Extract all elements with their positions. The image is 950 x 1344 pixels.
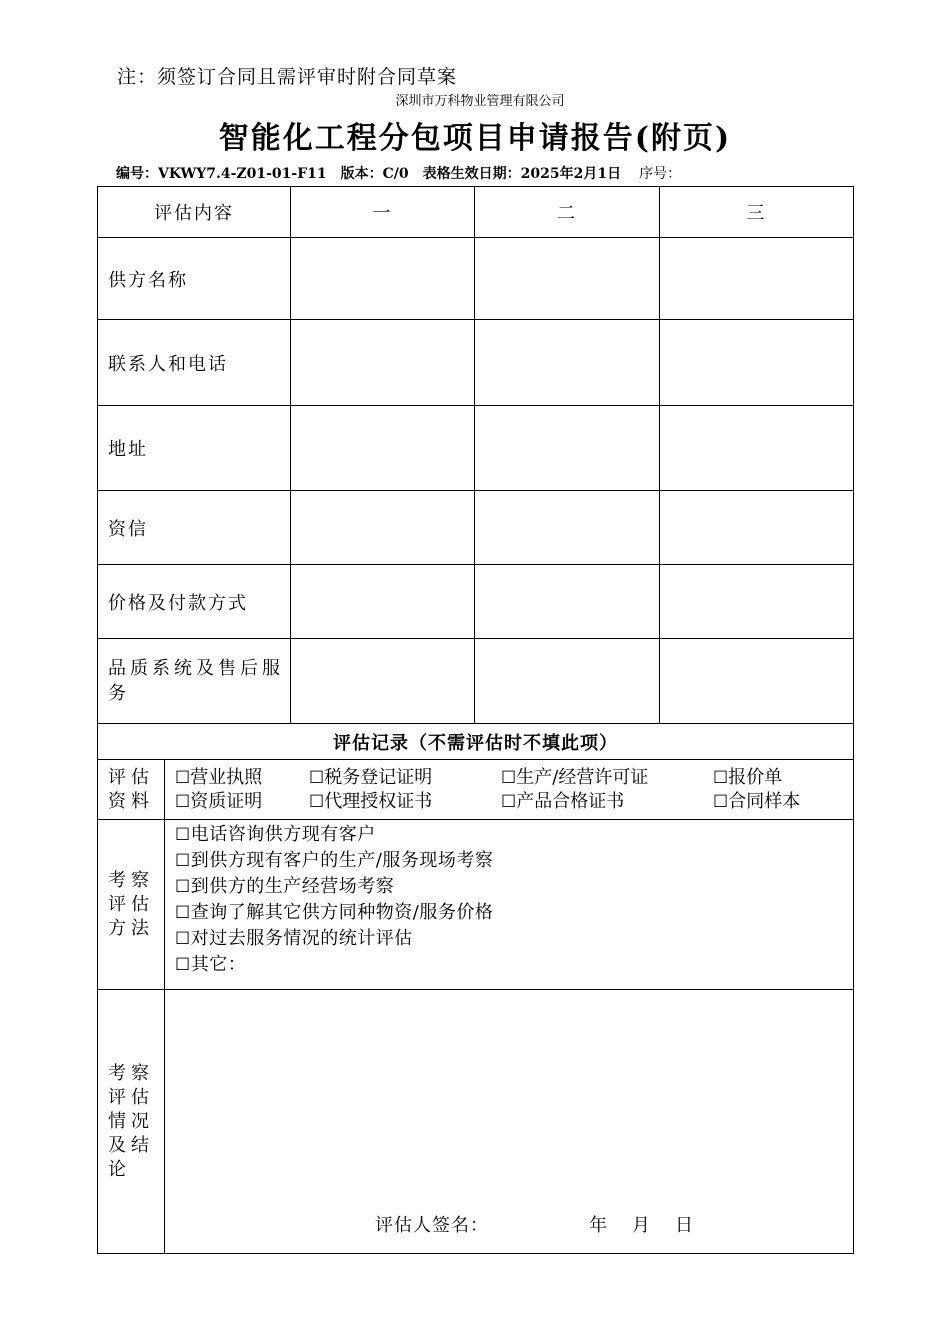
checkbox-icon[interactable]: ☐ <box>309 767 325 788</box>
input-cell[interactable] <box>291 491 475 565</box>
date-year-label: 年 <box>589 1215 608 1236</box>
version-value: C/0 <box>382 166 409 182</box>
checkbox-item[interactable] <box>309 766 501 790</box>
date-month-label: 月 <box>632 1215 651 1236</box>
input-cell[interactable] <box>475 639 660 724</box>
row-label: 资信 <box>98 491 291 565</box>
row-label: 联系人和电话 <box>98 320 291 406</box>
methods-row <box>98 820 854 990</box>
checkbox-icon[interactable]: ☐ <box>175 903 191 923</box>
input-cell[interactable] <box>660 406 854 491</box>
input-cell[interactable] <box>475 238 660 320</box>
note-text: 注：须签订合同且需评审时附合同草案 <box>117 66 458 88</box>
checkbox-label: 查询了解其它供方同种物资/服务价格 <box>190 902 494 923</box>
checkbox-label: 对过去服务情况的统计评估 <box>190 928 413 949</box>
input-cell[interactable] <box>291 565 475 639</box>
checkbox-label: 电话咨询供方现有客户 <box>190 824 376 845</box>
checkbox-icon[interactable]: ☐ <box>175 955 191 975</box>
materials-row <box>98 760 854 820</box>
record-title: 评估记录（不需评估时不填此项） <box>98 724 854 760</box>
table-row <box>98 491 854 565</box>
number-label: 编号： <box>116 166 158 182</box>
checkbox-item[interactable] <box>713 766 833 790</box>
checkbox-label: 合同样本 <box>728 790 801 812</box>
checkbox-label: 代理授权证书 <box>324 790 433 812</box>
input-cell[interactable] <box>475 406 660 491</box>
table-row <box>98 320 854 406</box>
checkbox-icon[interactable]: ☐ <box>501 791 517 812</box>
input-cell[interactable] <box>660 639 854 724</box>
checkbox-label: 资质证明 <box>190 790 263 812</box>
conclusion-label: 考察评估情况及结论 <box>98 990 165 1254</box>
effective-date-label: 表格生效日期： <box>422 166 521 182</box>
checkbox-item[interactable] <box>175 952 853 978</box>
input-cell[interactable] <box>660 565 854 639</box>
checkbox-item[interactable] <box>713 790 833 814</box>
input-cell[interactable] <box>660 320 854 406</box>
checkbox-item[interactable] <box>501 790 713 814</box>
input-cell[interactable] <box>660 491 854 565</box>
materials-label: 评估资料 <box>98 760 165 820</box>
input-cell[interactable] <box>475 491 660 565</box>
checkbox-item[interactable] <box>175 822 853 848</box>
table-row <box>98 565 854 639</box>
page-title: 智能化工程分包项目申请报告(附页) <box>218 121 732 156</box>
signature-line <box>375 1211 718 1237</box>
checkbox-icon[interactable]: ☐ <box>713 767 729 788</box>
form-meta-line <box>116 163 681 183</box>
methods-checklist <box>165 820 854 990</box>
checkbox-item[interactable] <box>175 790 309 814</box>
checkbox-label: 营业执照 <box>190 766 263 788</box>
input-cell[interactable] <box>475 565 660 639</box>
input-cell[interactable] <box>291 639 475 724</box>
checkbox-icon[interactable]: ☐ <box>175 877 191 897</box>
checkbox-item[interactable] <box>175 848 853 874</box>
row-label: 价格及付款方式 <box>98 565 291 639</box>
table-row <box>98 406 854 491</box>
version-label: 版本： <box>340 166 383 182</box>
conclusion-row <box>98 990 854 1254</box>
effective-date-value: 2025年2月1日 <box>520 166 622 182</box>
header-cell: 二 <box>475 187 660 238</box>
evaluation-table <box>97 186 854 1254</box>
checkbox-label: 生产/经营许可证 <box>516 766 649 788</box>
checkbox-label: 报价单 <box>728 766 783 788</box>
checkbox-label: 其它： <box>190 954 247 975</box>
checkbox-icon[interactable]: ☐ <box>175 791 191 812</box>
input-cell[interactable] <box>291 406 475 491</box>
input-cell[interactable] <box>291 238 475 320</box>
checkbox-icon[interactable]: ☐ <box>175 767 191 788</box>
company-name: 深圳市万科物业管理有限公司 <box>395 94 565 109</box>
checkbox-item[interactable] <box>175 900 853 926</box>
number-value: VKWY7.4-Z01-01-F11 <box>158 166 327 182</box>
checkbox-item[interactable] <box>175 874 853 900</box>
row-label: 品质系统及售后服务 <box>98 639 291 724</box>
checkbox-icon[interactable]: ☐ <box>309 791 325 812</box>
checkbox-item[interactable] <box>309 790 501 814</box>
checkbox-icon[interactable]: ☐ <box>713 791 729 812</box>
checkbox-icon[interactable]: ☐ <box>175 851 191 871</box>
checkbox-icon[interactable]: ☐ <box>175 929 191 949</box>
table-row <box>98 639 854 724</box>
checkbox-label: 到供方的生产经营场考察 <box>190 876 395 897</box>
checkbox-label: 产品合格证书 <box>516 790 625 812</box>
table-header-row <box>98 187 854 238</box>
materials-checklist <box>165 760 854 820</box>
checkbox-label: 到供方现有客户的生产/服务现场考察 <box>190 850 494 871</box>
header-cell: 评估内容 <box>98 187 291 238</box>
header-cell: 一 <box>291 187 475 238</box>
header-cell: 三 <box>660 187 854 238</box>
checkbox-item[interactable] <box>501 766 713 790</box>
date-day-label: 日 <box>675 1215 694 1236</box>
table-row <box>98 238 854 320</box>
checkbox-icon[interactable]: ☐ <box>501 767 517 788</box>
methods-label: 考察评估方法 <box>98 820 165 990</box>
checkbox-icon[interactable]: ☐ <box>175 825 191 845</box>
record-title-row <box>98 724 854 760</box>
row-label: 地址 <box>98 406 291 491</box>
checkbox-item[interactable] <box>175 766 309 790</box>
row-label: 供方名称 <box>98 238 291 320</box>
input-cell[interactable] <box>291 320 475 406</box>
input-cell[interactable] <box>660 238 854 320</box>
input-cell[interactable] <box>475 320 660 406</box>
conclusion-input[interactable] <box>165 990 854 1254</box>
signer-label: 评估人签名： <box>375 1215 489 1236</box>
sequence-label: 序号： <box>639 166 682 182</box>
checkbox-item[interactable] <box>175 926 853 952</box>
checkbox-label: 税务登记证明 <box>324 766 433 788</box>
